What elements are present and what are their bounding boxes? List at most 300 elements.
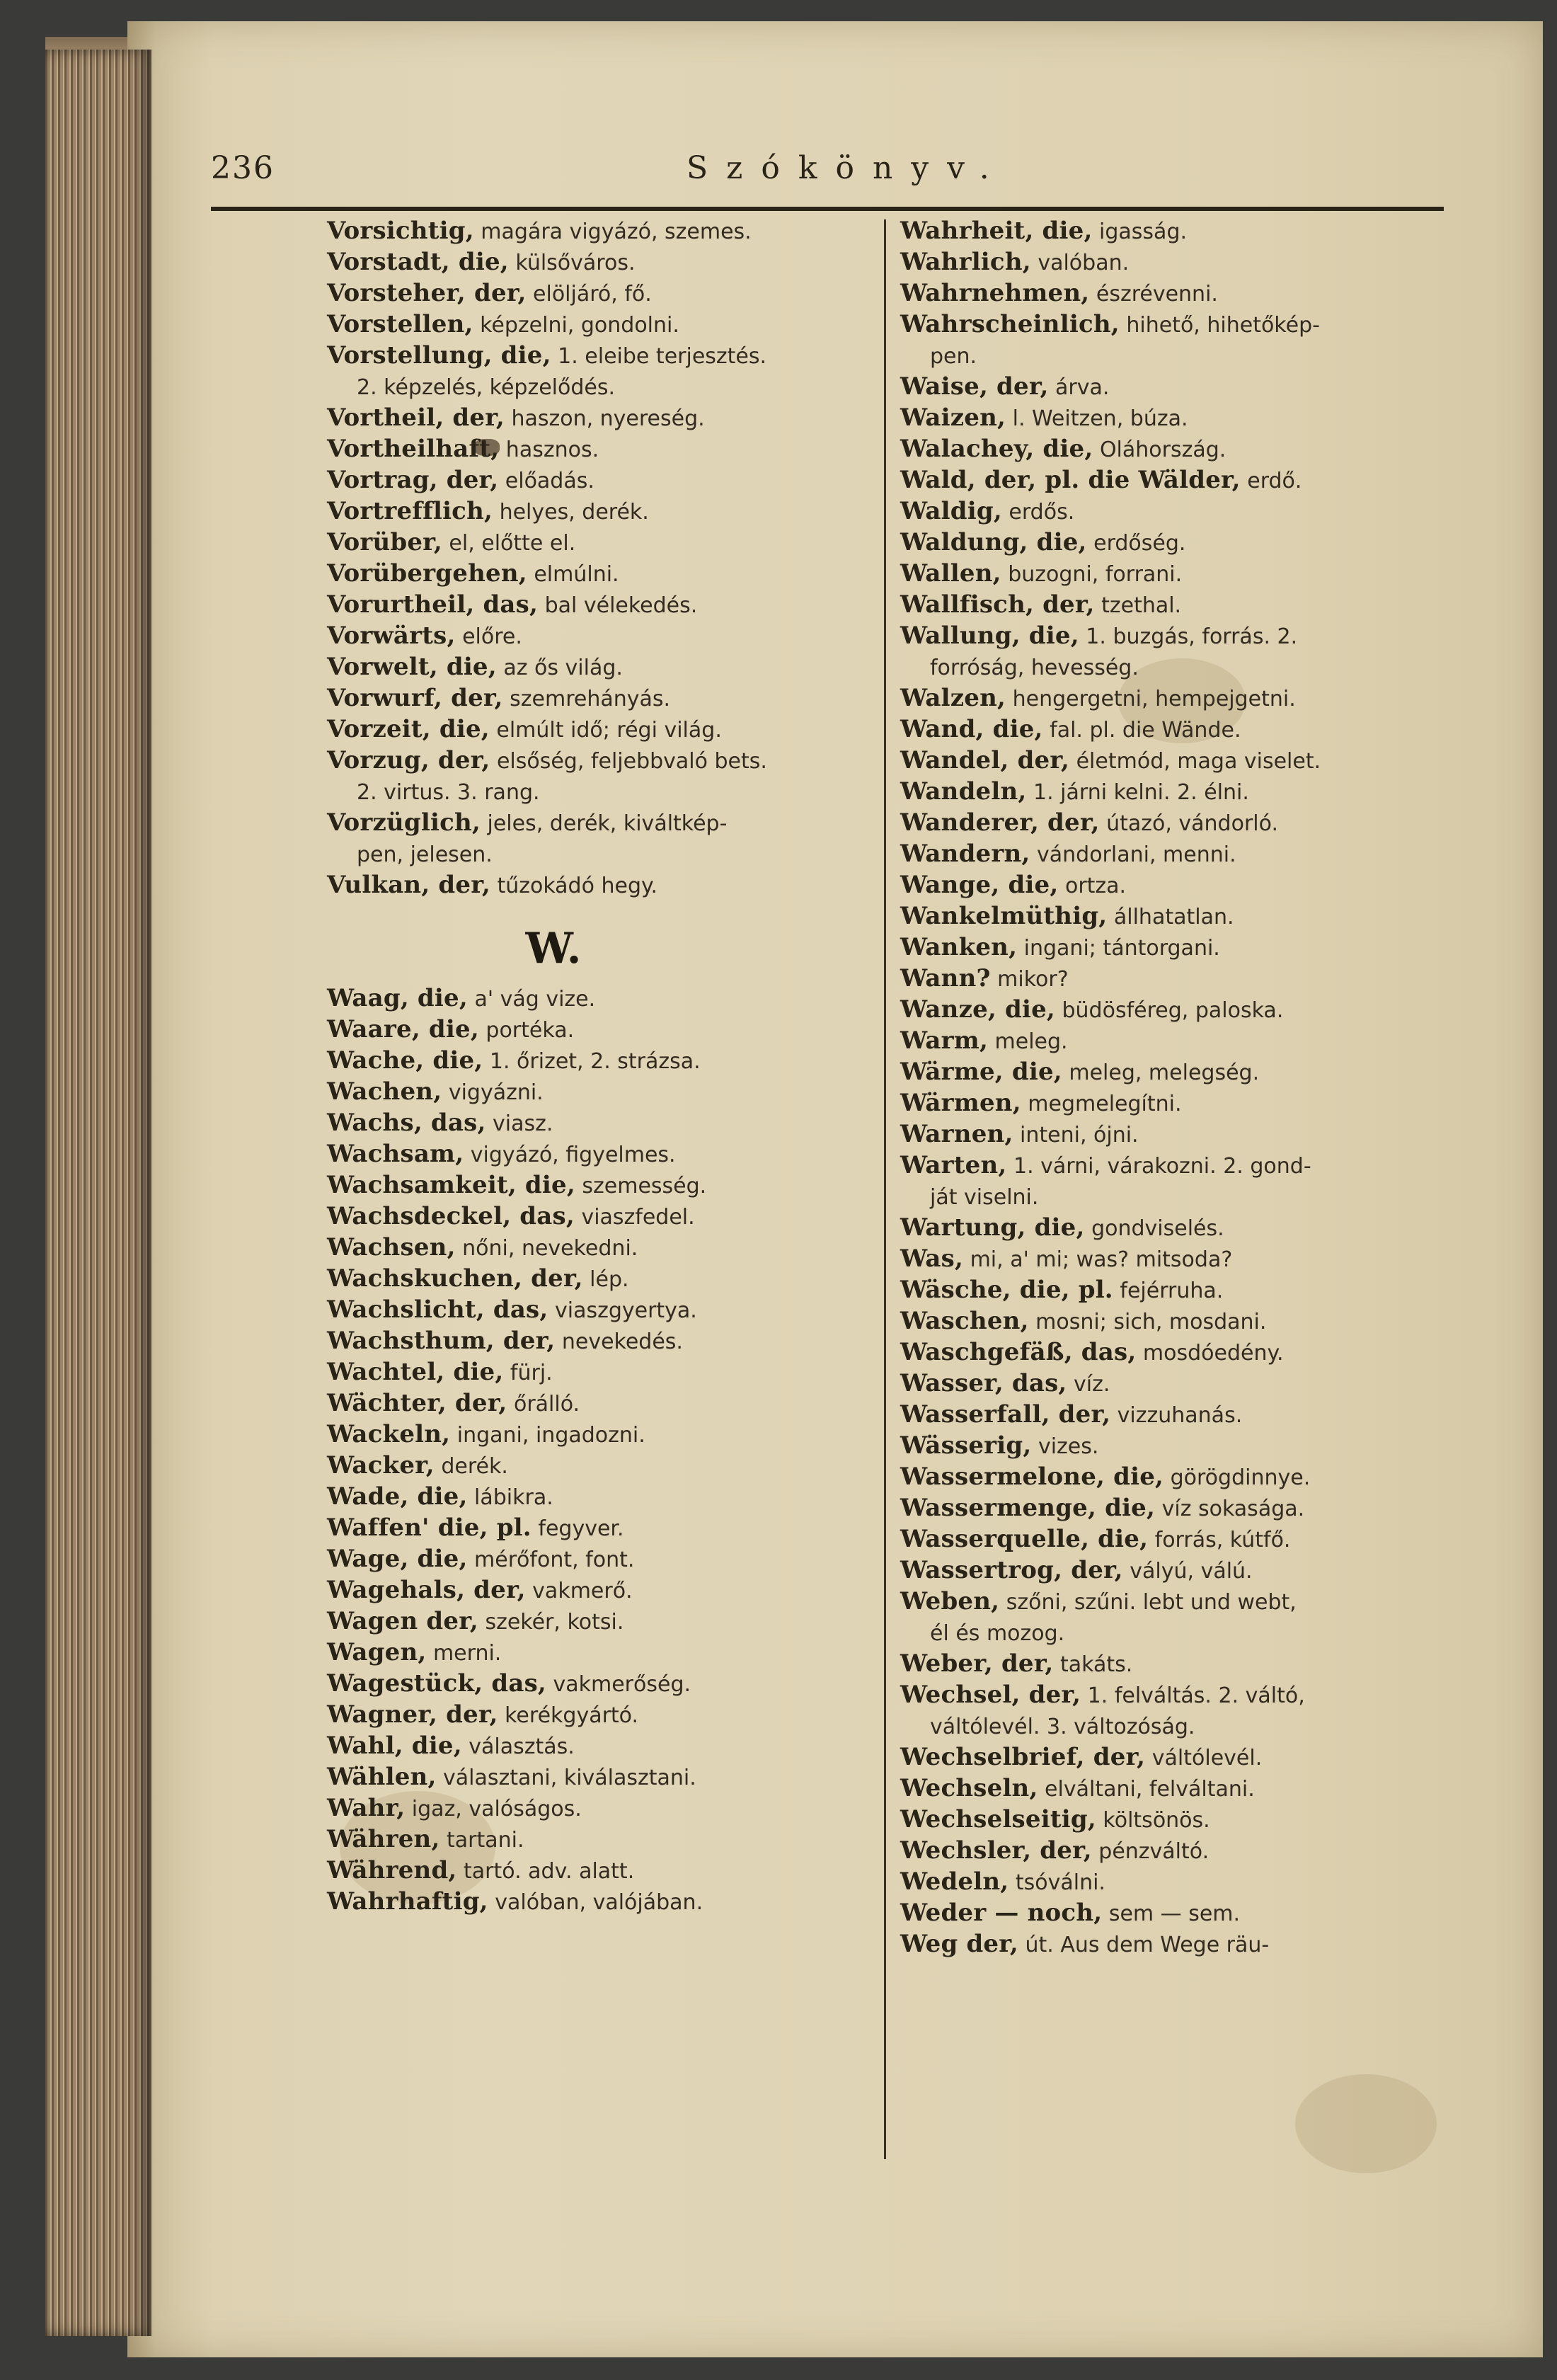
dictionary-entry <box>327 1388 879 1419</box>
entry-gloss: nevekedés. <box>555 1329 683 1354</box>
dictionary-entry <box>900 1399 1459 1430</box>
dictionary-entry <box>327 682 879 714</box>
book-page-edges <box>45 50 151 2336</box>
entry-gloss: meleg. <box>987 1029 1068 1054</box>
dictionary-entry <box>327 620 879 651</box>
dictionary-entry <box>900 1555 1459 1586</box>
entry-headword: Was, <box>900 1245 964 1273</box>
entry-gloss: 1. őrizet, 2. strázsa. <box>483 1049 701 1074</box>
entry-headword: Wassermenge, die, <box>900 1494 1156 1522</box>
dictionary-entry <box>900 900 1459 932</box>
entry-gloss: forróság, hevesség. <box>930 656 1139 680</box>
dictionary-entry <box>327 745 879 776</box>
entry-headword: Wage, die, <box>327 1545 468 1573</box>
dictionary-entry <box>327 527 879 558</box>
entry-headword: Vorsichtig, <box>327 217 474 245</box>
entry-headword: Vulkan, der, <box>327 871 490 899</box>
dictionary-entry <box>327 433 879 464</box>
dictionary-entry <box>327 1637 879 1668</box>
entry-headword: Wann? <box>900 964 991 992</box>
entry-headword: Vortrag, der, <box>327 466 499 494</box>
entry-gloss: tűzokádó hegy. <box>490 874 658 898</box>
entry-gloss: életmód, maga viselet. <box>1069 749 1321 774</box>
entry-gloss: vigyázni. <box>442 1080 544 1105</box>
dictionary-entry <box>900 1368 1459 1399</box>
dictionary-entry <box>900 1337 1459 1368</box>
entry-gloss: elmúlni. <box>527 562 619 587</box>
dictionary-entry <box>327 1014 879 1045</box>
dictionary-entry <box>900 745 1459 776</box>
entry-gloss: jeles, derék, kiváltkép- <box>480 811 728 836</box>
dictionary-entry <box>900 371 1459 402</box>
dictionary-entry <box>327 1419 879 1450</box>
entry-headword: Warm, <box>900 1026 988 1055</box>
dictionary-entry <box>900 1710 1459 1741</box>
entry-headword: Wandel, der, <box>900 746 1070 774</box>
entry-gloss: vályú, válú. <box>1122 1559 1253 1584</box>
dictionary-entry <box>900 776 1459 807</box>
entry-headword: Waare, die, <box>327 1015 479 1043</box>
entry-headword: Wechseln, <box>900 1774 1038 1802</box>
entry-gloss: lép. <box>582 1267 629 1292</box>
entry-headword: Wachtel, die, <box>327 1358 504 1386</box>
dictionary-entry <box>900 1430 1459 1461</box>
dictionary-entry <box>327 1201 879 1232</box>
entry-headword: Weg der, <box>900 1930 1018 1958</box>
entry-headword: Vorwurf, der, <box>327 684 503 712</box>
running-head: Szókönyv. <box>686 150 1008 186</box>
entry-gloss: vigyázó, figyelmes. <box>464 1143 676 1167</box>
entry-gloss: erdő. <box>1240 469 1302 493</box>
dictionary-entry <box>327 714 879 745</box>
dictionary-entry <box>900 1181 1459 1212</box>
entry-gloss: lábikra. <box>467 1485 553 1510</box>
entry-gloss: igaz, valóságos. <box>405 1797 582 1821</box>
entry-gloss: inteni, ójni. <box>1013 1123 1139 1148</box>
dictionary-entry <box>327 1232 879 1263</box>
dictionary-entry <box>327 309 879 340</box>
dictionary-entry <box>900 1679 1459 1710</box>
entry-gloss: megmelegítni. <box>1021 1092 1182 1116</box>
entry-gloss: mosni; sich, mosdani. <box>1028 1310 1267 1334</box>
entry-headword: Wahrscheinlich, <box>900 310 1120 338</box>
dictionary-entry <box>327 869 879 900</box>
entry-gloss: magára vigyázó, szemes. <box>473 219 752 244</box>
entry-headword: Vorstadt, die, <box>327 248 509 276</box>
entry-headword: Wanken, <box>900 933 1018 961</box>
entry-headword: Wärmen, <box>900 1089 1021 1117</box>
entry-headword: Wahrlich, <box>900 248 1031 276</box>
entry-gloss: fürj. <box>503 1361 553 1385</box>
entry-headword: Wange, die, <box>900 871 1059 899</box>
entry-headword: Vorzüglich, <box>327 808 481 837</box>
dictionary-entry <box>900 1866 1459 1897</box>
entry-headword: Wachskuchen, der, <box>327 1264 583 1293</box>
entry-headword: Waizen, <box>900 404 1006 432</box>
entry-gloss: 1. várni, várakozni. 2. gond- <box>1006 1154 1311 1179</box>
dictionary-entry <box>327 776 879 807</box>
entry-headword: Walachey, die, <box>900 435 1093 463</box>
entry-gloss: útazó, vándorló. <box>1099 811 1278 836</box>
dictionary-entry <box>327 983 879 1014</box>
dictionary-entry <box>327 1481 879 1512</box>
entry-headword: Vorsteher, der, <box>327 279 527 307</box>
entry-gloss: őrálló. <box>507 1392 580 1417</box>
dictionary-entry <box>900 1119 1459 1150</box>
entry-gloss: viasz. <box>486 1111 553 1136</box>
dictionary-entry <box>327 1824 879 1855</box>
dictionary-entry <box>900 1897 1459 1928</box>
entry-gloss: ortza. <box>1058 874 1127 898</box>
dictionary-entry <box>327 1792 879 1824</box>
entry-headword: Vorstellen, <box>327 310 473 338</box>
entry-gloss: mi, a' mi; was? mitsoda? <box>963 1247 1233 1272</box>
entry-headword: Wahrnehmen, <box>900 279 1090 307</box>
entry-gloss: szemesség. <box>575 1174 707 1198</box>
dictionary-entry <box>900 1804 1459 1835</box>
dictionary-entry <box>900 1461 1459 1492</box>
entry-headword: Wachsam, <box>327 1140 464 1168</box>
entry-gloss: vakmerő. <box>525 1579 633 1603</box>
entry-gloss: hihető, hihetőkép- <box>1119 313 1320 338</box>
entry-headword: Wachsthum, der, <box>327 1327 556 1355</box>
entry-headword: Wählen, <box>327 1763 437 1791</box>
dictionary-entry <box>900 589 1459 620</box>
entry-headword: Wäsche, die, pl. <box>900 1276 1113 1304</box>
dictionary-entry <box>327 1574 879 1606</box>
paper-stain <box>1295 2074 1437 2173</box>
entry-gloss: víz sokasága. <box>1155 1497 1305 1521</box>
entry-gloss: váltólevél. <box>1145 1746 1263 1770</box>
dictionary-entry <box>900 309 1459 340</box>
dictionary-entry <box>327 1294 879 1325</box>
entry-headword: Weber, der, <box>900 1649 1054 1678</box>
entry-gloss: út. Aus dem Wege räu- <box>1018 1933 1270 1957</box>
entry-headword: Wachs, das, <box>327 1109 486 1137</box>
dictionary-entry <box>900 1928 1459 1960</box>
right-column <box>900 215 1459 1960</box>
entry-headword: Vorwelt, die, <box>327 653 497 681</box>
entry-gloss: mérőfont, font. <box>467 1547 635 1572</box>
section-gap <box>327 900 879 915</box>
dictionary-entry <box>327 1076 879 1107</box>
dictionary-entry <box>900 1243 1459 1274</box>
entry-gloss: mosdóedény. <box>1136 1341 1284 1366</box>
dictionary-entry <box>327 215 879 246</box>
entry-headword: Wallen, <box>900 559 1001 588</box>
dictionary-entry <box>900 932 1459 963</box>
entry-headword: Wankelmüthig, <box>900 902 1108 930</box>
entry-gloss: helyes, derék. <box>493 500 649 525</box>
dictionary-entry <box>900 246 1459 278</box>
entry-headword: Vorstellung, die, <box>327 341 551 370</box>
entry-gloss: vándorlani, menni. <box>1030 842 1236 867</box>
entry-headword: Während, <box>327 1856 457 1884</box>
entry-gloss: elváltani, felváltani. <box>1038 1777 1255 1802</box>
entry-headword: Wald, der, pl. die Wälder, <box>900 466 1241 494</box>
entry-gloss: él és mozog. <box>930 1621 1065 1646</box>
entry-gloss: pen, jelesen. <box>357 842 493 867</box>
dictionary-entry <box>900 1150 1459 1181</box>
entry-gloss: 2. virtus. 3. rang. <box>357 780 540 805</box>
dictionary-entry <box>900 402 1459 433</box>
dictionary-entry <box>900 994 1459 1025</box>
dictionary-entry <box>327 651 879 682</box>
entry-gloss: kerékgyártó. <box>498 1703 639 1728</box>
entry-headword: Wahl, die, <box>327 1732 462 1760</box>
entry-gloss: vakmerőség. <box>546 1672 691 1697</box>
entry-gloss: hasznos. <box>499 437 599 462</box>
entry-gloss: l. Weitzen, búza. <box>1006 406 1188 431</box>
dictionary-entry <box>900 651 1459 682</box>
dictionary-entry <box>327 1450 879 1481</box>
entry-headword: Wanderer, der, <box>900 808 1100 837</box>
entry-gloss: valóban, valójában. <box>488 1890 703 1915</box>
dictionary-entry <box>900 838 1459 869</box>
entry-gloss: szőni, szűni. lebt und webt, <box>999 1590 1297 1615</box>
entry-headword: Wand, die, <box>900 715 1043 743</box>
entry-gloss: tartani. <box>439 1828 524 1853</box>
entry-gloss: árva. <box>1048 375 1110 400</box>
entry-gloss: büdösféreg, paloska. <box>1055 998 1284 1023</box>
entry-headword: Wechsel, der, <box>900 1681 1081 1709</box>
entry-headword: Vorurtheil, das, <box>327 590 539 619</box>
dictionary-entry <box>900 1741 1459 1773</box>
dictionary-entry <box>900 1835 1459 1866</box>
entry-gloss: portéka. <box>478 1018 575 1043</box>
entry-gloss: mikor? <box>990 967 1069 992</box>
entry-headword: Warnen, <box>900 1120 1013 1148</box>
page-number: 236 <box>211 150 275 186</box>
entry-gloss: sem — sem. <box>1102 1901 1241 1926</box>
entry-gloss: valóban. <box>1030 251 1130 275</box>
entry-headword: Wade, die, <box>327 1482 468 1511</box>
entry-headword: Wagner, der, <box>327 1700 498 1729</box>
entry-headword: Wandern, <box>900 840 1030 868</box>
entry-gloss: Oláhország. <box>1093 437 1226 462</box>
entry-headword: Walzen, <box>900 684 1006 712</box>
entry-headword: Vortrefflich, <box>327 497 493 525</box>
dictionary-entry <box>327 1169 879 1201</box>
entry-headword: Waldung, die, <box>900 528 1087 556</box>
dictionary-entry <box>900 215 1459 246</box>
entry-gloss: ját viselni. <box>930 1185 1039 1210</box>
entry-headword: Wachsen, <box>327 1233 456 1261</box>
entry-headword: Währen, <box>327 1825 440 1853</box>
dictionary-entry <box>327 246 879 278</box>
entry-headword: Wagestück, das, <box>327 1669 546 1698</box>
dictionary-entry <box>327 340 879 371</box>
entry-headword: Wallung, die, <box>900 622 1079 650</box>
dictionary-entry <box>900 1648 1459 1679</box>
dictionary-entry <box>327 496 879 527</box>
entry-headword: Wachslicht, das, <box>327 1295 548 1324</box>
entry-headword: Vortheilhaft, <box>327 435 500 463</box>
dictionary-entry <box>327 371 879 402</box>
entry-gloss: buzogni, forrani. <box>1001 562 1183 587</box>
entry-headword: Wackeln, <box>327 1420 451 1448</box>
dictionary-entry <box>327 1886 879 1917</box>
dictionary-entry <box>900 1586 1459 1617</box>
dictionary-entry <box>327 838 879 869</box>
entry-gloss: hengergetni, hempejgetni. <box>1006 687 1296 711</box>
entry-gloss: víz. <box>1067 1372 1110 1397</box>
entry-headword: Vorwärts, <box>327 622 456 650</box>
dictionary-entry <box>900 558 1459 589</box>
entry-headword: Wache, die, <box>327 1046 483 1075</box>
entry-gloss: szemrehányás. <box>502 687 671 711</box>
entry-headword: Wechselbrief, der, <box>900 1743 1146 1771</box>
entry-gloss: meleg, melegség. <box>1062 1060 1260 1085</box>
entry-headword: Waag, die, <box>327 984 468 1012</box>
entry-gloss: 1. eleibe terjesztés. <box>551 344 767 369</box>
entry-headword: Wahrheit, die, <box>900 217 1093 245</box>
dictionary-entry <box>900 869 1459 900</box>
dictionary-entry <box>900 1056 1459 1087</box>
entry-headword: Warten, <box>900 1151 1007 1179</box>
entry-gloss: tsóválni. <box>1009 1870 1105 1895</box>
entry-headword: Waffen' die, pl. <box>327 1514 532 1542</box>
entry-gloss: takáts. <box>1053 1652 1133 1677</box>
dictionary-entry <box>900 1617 1459 1648</box>
entry-headword: Wagen, <box>327 1638 427 1666</box>
dictionary-entry <box>327 402 879 433</box>
entry-gloss: képzelni, gondolni. <box>473 313 679 338</box>
entry-gloss: el, előtte el. <box>442 531 576 556</box>
dictionary-entry <box>327 464 879 496</box>
dictionary-entry <box>327 1107 879 1138</box>
entry-gloss: gondviselés. <box>1084 1216 1224 1241</box>
entry-gloss: görögdinnye. <box>1164 1465 1311 1490</box>
dictionary-entry <box>900 807 1459 838</box>
entry-headword: Vorübergehen, <box>327 559 527 588</box>
entry-headword: Vorzeit, die, <box>327 715 490 743</box>
entry-gloss: 2. képzelés, képzelődés. <box>357 375 616 400</box>
entry-gloss: ingani; tántorgani. <box>1017 936 1220 961</box>
entry-gloss: fal. pl. die Wände. <box>1042 718 1241 743</box>
entry-headword: Wechsler, der, <box>900 1836 1092 1865</box>
entry-headword: Vorüber, <box>327 528 442 556</box>
entry-gloss: előre. <box>455 624 522 649</box>
dictionary-entry <box>900 340 1459 371</box>
dictionary-entry <box>327 1045 879 1076</box>
dictionary-entry <box>327 1325 879 1356</box>
entry-gloss: forrás, kútfő. <box>1148 1528 1291 1552</box>
entry-headword: Wahrhaftig, <box>327 1887 488 1916</box>
entry-gloss: fegyver. <box>531 1516 624 1541</box>
entry-gloss: észrévenni. <box>1089 282 1218 307</box>
entry-headword: Wärme, die, <box>900 1058 1062 1086</box>
entry-gloss: tzethal. <box>1094 593 1182 618</box>
entry-headword: Wassertrog, der, <box>900 1556 1123 1584</box>
dictionary-entry <box>900 1212 1459 1243</box>
dictionary-entry <box>900 527 1459 558</box>
dictionary-entry <box>327 1138 879 1169</box>
entry-gloss: ingani, ingadozni. <box>450 1423 645 1448</box>
dictionary-entry <box>900 496 1459 527</box>
dictionary-entry <box>900 1773 1459 1804</box>
entry-gloss: fejérruha. <box>1113 1278 1224 1303</box>
entry-gloss: bal vélekedés. <box>538 593 698 618</box>
entry-headword: Wahr, <box>327 1794 406 1822</box>
dictionary-entry <box>327 1606 879 1637</box>
dictionary-entry <box>900 1274 1459 1305</box>
entry-gloss: elöljáró, fő. <box>526 282 652 307</box>
entry-gloss: választás. <box>461 1734 575 1759</box>
entry-gloss: derék. <box>434 1454 508 1479</box>
dictionary-entry <box>327 1761 879 1792</box>
entry-gloss: 1. buzgás, forrás. 2. <box>1079 624 1298 649</box>
entry-gloss: külsőváros. <box>508 251 636 275</box>
entry-headword: Weben, <box>900 1587 1000 1615</box>
dictionary-entry <box>327 1263 879 1294</box>
entry-headword: Wachen, <box>327 1077 442 1106</box>
entry-gloss: pénzváltó. <box>1091 1839 1210 1864</box>
entry-headword: Wassermelone, die, <box>900 1463 1164 1491</box>
entry-gloss: haszon, nyereség. <box>504 406 705 431</box>
entry-gloss: vizzuhanás. <box>1110 1403 1243 1428</box>
entry-headword: Wanze, die, <box>900 995 1055 1024</box>
entry-gloss: vizes. <box>1031 1434 1099 1459</box>
entry-gloss: 1. felváltás. 2. váltó, <box>1081 1683 1305 1708</box>
entry-headword: Waschgefäß, das, <box>900 1338 1137 1366</box>
header-rule <box>211 207 1444 211</box>
dictionary-entry <box>327 1512 879 1543</box>
entry-gloss: előadás. <box>498 469 594 493</box>
dictionary-entry <box>327 1668 879 1699</box>
dictionary-entry <box>327 807 879 838</box>
dictionary-entry <box>900 278 1459 309</box>
entry-gloss: állhatatlan. <box>1107 905 1234 929</box>
dictionary-entry <box>327 1855 879 1886</box>
entry-headword: Wasserquelle, die, <box>900 1525 1149 1553</box>
entry-headword: Wasser, das, <box>900 1369 1067 1397</box>
entry-gloss: elsőség, feljebbvaló bets. <box>490 749 767 774</box>
dictionary-entry <box>900 464 1459 496</box>
entry-gloss: igasság. <box>1092 219 1188 244</box>
entry-headword: Wacker, <box>327 1451 435 1480</box>
column-divider <box>884 219 886 2159</box>
entry-gloss: költsönös. <box>1096 1808 1210 1833</box>
entry-gloss: erdőség. <box>1086 531 1186 556</box>
entry-gloss: elmúlt idő; régi világ. <box>489 718 722 743</box>
dictionary-entry <box>327 558 879 589</box>
dictionary-entry <box>900 620 1459 651</box>
entry-headword: Wachsdeckel, das, <box>327 1202 575 1230</box>
dictionary-entry <box>327 1730 879 1761</box>
entry-gloss: váltólevél. 3. változóság. <box>930 1715 1195 1739</box>
entry-headword: Wasserfall, der, <box>900 1400 1111 1429</box>
entry-gloss: merni. <box>426 1641 502 1666</box>
entry-headword: Wechselseitig, <box>900 1805 1096 1833</box>
entry-gloss: a' vág vize. <box>467 987 596 1012</box>
entry-gloss: nőni, nevekedni. <box>455 1236 638 1261</box>
entry-gloss: szekér, kotsi. <box>478 1610 624 1635</box>
entry-headword: Weder — noch, <box>900 1899 1103 1927</box>
section-letter-heading: W. <box>525 924 582 973</box>
entry-gloss: viaszgyertya. <box>548 1298 697 1323</box>
dictionary-entry <box>900 714 1459 745</box>
dictionary-entry <box>900 1523 1459 1555</box>
entry-gloss: viaszfedel. <box>574 1205 695 1230</box>
dictionary-entry <box>327 278 879 309</box>
entry-headword: Waldig, <box>900 497 1002 525</box>
entry-headword: Wagehals, der, <box>327 1576 526 1604</box>
dictionary-entry <box>327 1543 879 1574</box>
entry-gloss: választani, kiválasztani. <box>436 1766 696 1790</box>
dictionary-entry <box>327 1699 879 1730</box>
dictionary-entry <box>900 1087 1459 1119</box>
